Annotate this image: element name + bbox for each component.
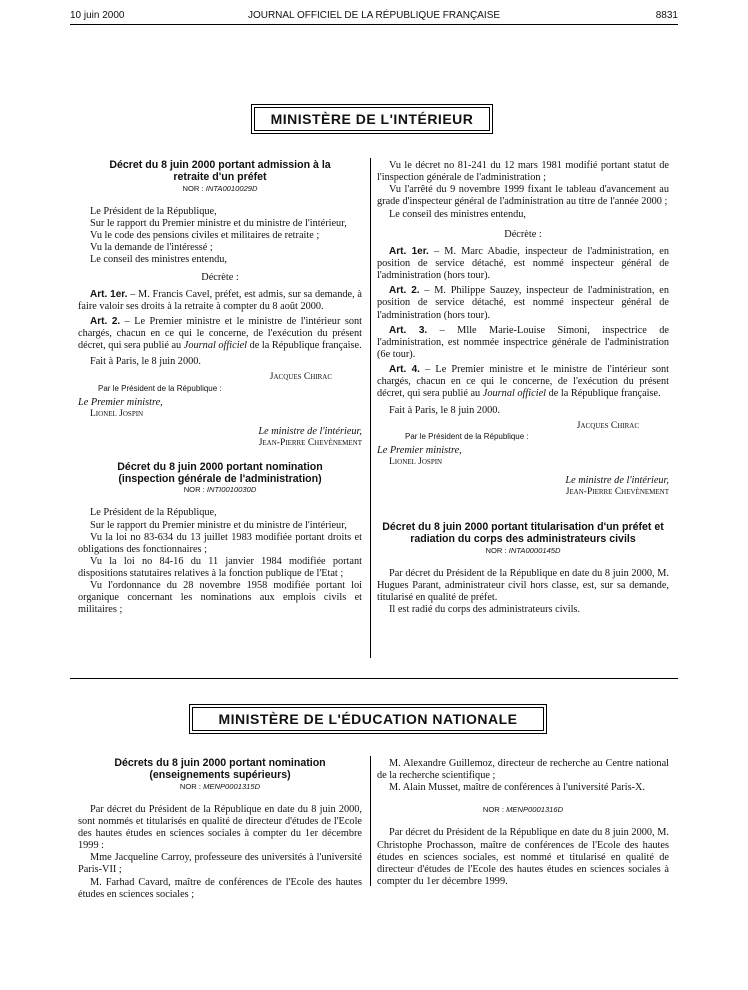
decree2-art3 bbox=[377, 325, 669, 361]
decree4-title: Décrets du 8 juin 2000 portant nomination (enseignements supérieurs) bbox=[114, 757, 326, 781]
journal-name: Journal officiel bbox=[183, 340, 247, 352]
art-label: Art. 1er. bbox=[90, 288, 128, 300]
nor-label: NOR : bbox=[482, 805, 504, 815]
nor-label: NOR : bbox=[183, 485, 205, 495]
page-header bbox=[70, 10, 678, 25]
nor-label: NOR : bbox=[182, 183, 204, 193]
decree4-p2: Mme Jacqueline Carroy, professeure des universités à l'université Paris-VII ; bbox=[78, 852, 362, 876]
nor-code: MENP0001315D bbox=[203, 781, 261, 791]
nor-label: NOR : bbox=[485, 545, 507, 555]
decree1-decrete: Décrète : bbox=[201, 272, 239, 284]
art-label: Art. 2. bbox=[90, 315, 121, 327]
decree1-art1 bbox=[78, 289, 362, 313]
decree1-pm-title bbox=[78, 397, 362, 409]
decree2-decrete: Décrète : bbox=[504, 228, 542, 240]
right-column-top bbox=[377, 160, 669, 616]
decree2-par: Par le Président de la République : bbox=[405, 431, 529, 441]
decree1-done: Fait à Paris, le 8 juin 2000. bbox=[90, 356, 201, 368]
art-text: – M. Philippe Sauzey, inspecteur de l'administration, en position de service détaché, est nommé inspecteur général de l'administration (hors tour). bbox=[377, 285, 669, 321]
decree1-p3: Vu le code des pensions civiles et militaires de retraite ; bbox=[90, 229, 320, 241]
column-divider-bottom bbox=[370, 756, 371, 886]
art-text: – M. Marc Abadie, inspecteur de l'administration, en position de service détaché, est nommé inspecteur général de l'administration (hors tour). bbox=[377, 245, 669, 282]
min-title: Le ministre de l'intérieur, bbox=[565, 474, 669, 486]
decree4-p1: Par décret du Président de la République en date du 8 juin 2000, sont nommés et titularisés en qualité de directeur d'études de l'Ecole des hautes études en sciences sociales à compter du 1er décembre 1999 : bbox=[78, 803, 362, 852]
art-label: Art. 4. bbox=[389, 364, 420, 376]
decree2-title: Décret du 8 juin 2000 portant nomination (inspection générale de l'administration) bbox=[117, 460, 323, 485]
ministry-education-box bbox=[189, 704, 547, 734]
art-label: Art. 3. bbox=[389, 324, 428, 336]
decree1-nor bbox=[78, 185, 362, 194]
art-text: de la République française. bbox=[247, 340, 362, 352]
decree1-p2: Sur le rapport du Premier ministre et du ministre de l'intérieur, bbox=[90, 217, 347, 229]
decree4-nor bbox=[78, 783, 362, 792]
decree1-p5: Le conseil des ministres entendu, bbox=[90, 254, 227, 266]
decree2-p4: Vu la loi no 84-16 du 11 janvier 1984 modifiée portant dispositions statutaires relatives à la fonction publique de l'Etat ; bbox=[78, 555, 362, 580]
pm-title: Le Premier ministre, bbox=[377, 445, 462, 457]
decree2-p3: Vu la loi no 83-634 du 13 juillet 1983 modifiée portant droits et obligations des fonctionnaires ; bbox=[78, 531, 362, 555]
ministry-interieur-box bbox=[251, 104, 493, 134]
right-column-bottom bbox=[377, 758, 669, 888]
decree1-p1: Le Président de la République, bbox=[90, 205, 217, 217]
art-label: Art. 1er. bbox=[389, 245, 429, 257]
nor-label: NOR : bbox=[179, 781, 201, 791]
decree2-min-title bbox=[377, 475, 669, 487]
decree2-p1: Le Président de la République, bbox=[90, 507, 217, 519]
decree1-pm-name: Lionel Jospin bbox=[90, 409, 144, 420]
section-rule bbox=[70, 678, 678, 679]
decree1-min-name: Jean-Pierre Chevènement bbox=[258, 438, 362, 449]
journal-name: Journal officiel bbox=[482, 388, 546, 400]
decree2-p2: Sur le rapport du Premier ministre et du ministre de l'intérieur, bbox=[90, 519, 347, 531]
decree4-p6: Par décret du Président de la République en date du 8 juin 2000, M. Christophe Prochasson, maître de conférences de l'Ecole des hautes études en sciences sociales, est nommé et titularisé en qualité de directeur d'études de l'Ecole des hautes études en sciences sociales à compter du 1er décembre 1999. bbox=[377, 827, 669, 887]
decree1-signer: Jacques Chirac bbox=[269, 372, 332, 383]
column-divider bbox=[370, 158, 371, 658]
nor-code: INTA0000145D bbox=[508, 545, 561, 555]
nor-code: MENP0001316D bbox=[506, 805, 564, 815]
decree2-signer: Jacques Chirac bbox=[576, 420, 639, 431]
decree2-pm-title bbox=[377, 445, 669, 457]
art-text: – M. Francis Cavel, préfet, est admis, sur sa demande, à faire valoir ses droits à la retraite à compter du 8 août 2000. bbox=[78, 288, 363, 312]
decree3-p1: Par décret du Président de la République en date du 8 juin 2000, M. Hugues Parant, administrateur civil hors classe, est, sur sa demande, titularisé en qualité de préfet. bbox=[377, 567, 669, 603]
art-text: de la République française. bbox=[546, 388, 661, 400]
left-column-bottom bbox=[78, 758, 362, 901]
decree2-pm-name: Lionel Jospin bbox=[389, 457, 443, 468]
pm-title: Le Premier ministre, bbox=[78, 397, 163, 408]
decree2-nor bbox=[78, 486, 362, 495]
decree1-par: Par le Président de la République : bbox=[98, 383, 222, 393]
ministry-education-title: MINISTÈRE DE L'ÉDUCATION NATIONALE bbox=[192, 707, 544, 731]
header-journal-title: JOURNAL OFFICIEL DE LA RÉPUBLIQUE FRANÇAISE bbox=[247, 10, 501, 21]
decree3-title: Décret du 8 juin 2000 portant titularisation d'un préfet et radiation du corps des administrateurs civils bbox=[382, 521, 664, 545]
decree4-nor2 bbox=[377, 806, 669, 815]
decree4-p4: M. Alexandre Guillemoz, directeur de recherche au Centre national de la recherche scientifique ; bbox=[377, 758, 669, 782]
art-label: Art. 2. bbox=[389, 285, 420, 297]
header-date: 10 juin 2000 bbox=[70, 10, 125, 21]
decree1-title: Décret du 8 juin 2000 portant admission à la retraite d'un préfet bbox=[109, 159, 331, 183]
decree3-nor bbox=[377, 547, 669, 556]
decree4-p5: M. Alain Musset, maître de conférences à l'université Paris-X. bbox=[389, 782, 646, 794]
header-page-number: 8831 bbox=[655, 10, 678, 21]
decree2-min-name: Jean-Pierre Chevènement bbox=[565, 486, 669, 497]
decree2-p5: Vu l'ordonnance du 28 novembre 1958 modifiée portant loi organique concernant les nominations aux emplois civils et militaires ; bbox=[78, 580, 362, 616]
left-column-top bbox=[78, 160, 362, 617]
decree4-p3: M. Farhad Cavard, maître de conférences de l'Ecole des hautes études en sciences sociales ; bbox=[78, 876, 362, 900]
decree2-p6: Vu le décret no 81-241 du 12 mars 1981 modifié portant statut de l'inspection générale de l'administration ; bbox=[377, 160, 669, 184]
decree1-min-title bbox=[78, 426, 362, 438]
min-title: Le ministre de l'intérieur, bbox=[258, 426, 362, 438]
decree2-done: Fait à Paris, le 8 juin 2000. bbox=[389, 404, 500, 416]
ministry-interieur-title: MINISTÈRE DE L'INTÉRIEUR bbox=[254, 107, 490, 131]
decree1-art2 bbox=[78, 316, 362, 352]
art-text: – Le Premier ministre et le ministre de l'intérieur sont chargés, chacun en ce qui le concerne, de l'exécution du présent décret, qui sera publié au bbox=[78, 315, 362, 352]
nor-code: INTA0010029D bbox=[205, 183, 258, 193]
nor-code: INTI0010030D bbox=[206, 485, 257, 495]
decree2-p8: Le conseil des ministres entendu, bbox=[389, 208, 526, 220]
art-text: – Mlle Marie-Louise Simoni, inspectrice de l'administration, est nommée inspectrice générale de l'administration (6e tour). bbox=[377, 324, 669, 360]
decree2-art4 bbox=[377, 364, 669, 400]
decree2-p7: Vu l'arrêté du 9 novembre 1999 fixant le tableau d'avancement au grade d'inspecteur général de l'administration au titre de l'année 2000 ; bbox=[377, 184, 669, 208]
art-text: – Le Premier ministre et le ministre de l'intérieur sont chargés, chacun en ce qui le concerne, de l'exécution du présent décret, qui sera publié au bbox=[377, 364, 669, 400]
decree2-art1 bbox=[377, 246, 669, 282]
decree2-art2 bbox=[377, 285, 669, 321]
decree3-p2: Il est radié du corps des administrateurs civils. bbox=[389, 604, 581, 616]
decree1-p4: Vu la demande de l'intéressé ; bbox=[90, 242, 213, 254]
